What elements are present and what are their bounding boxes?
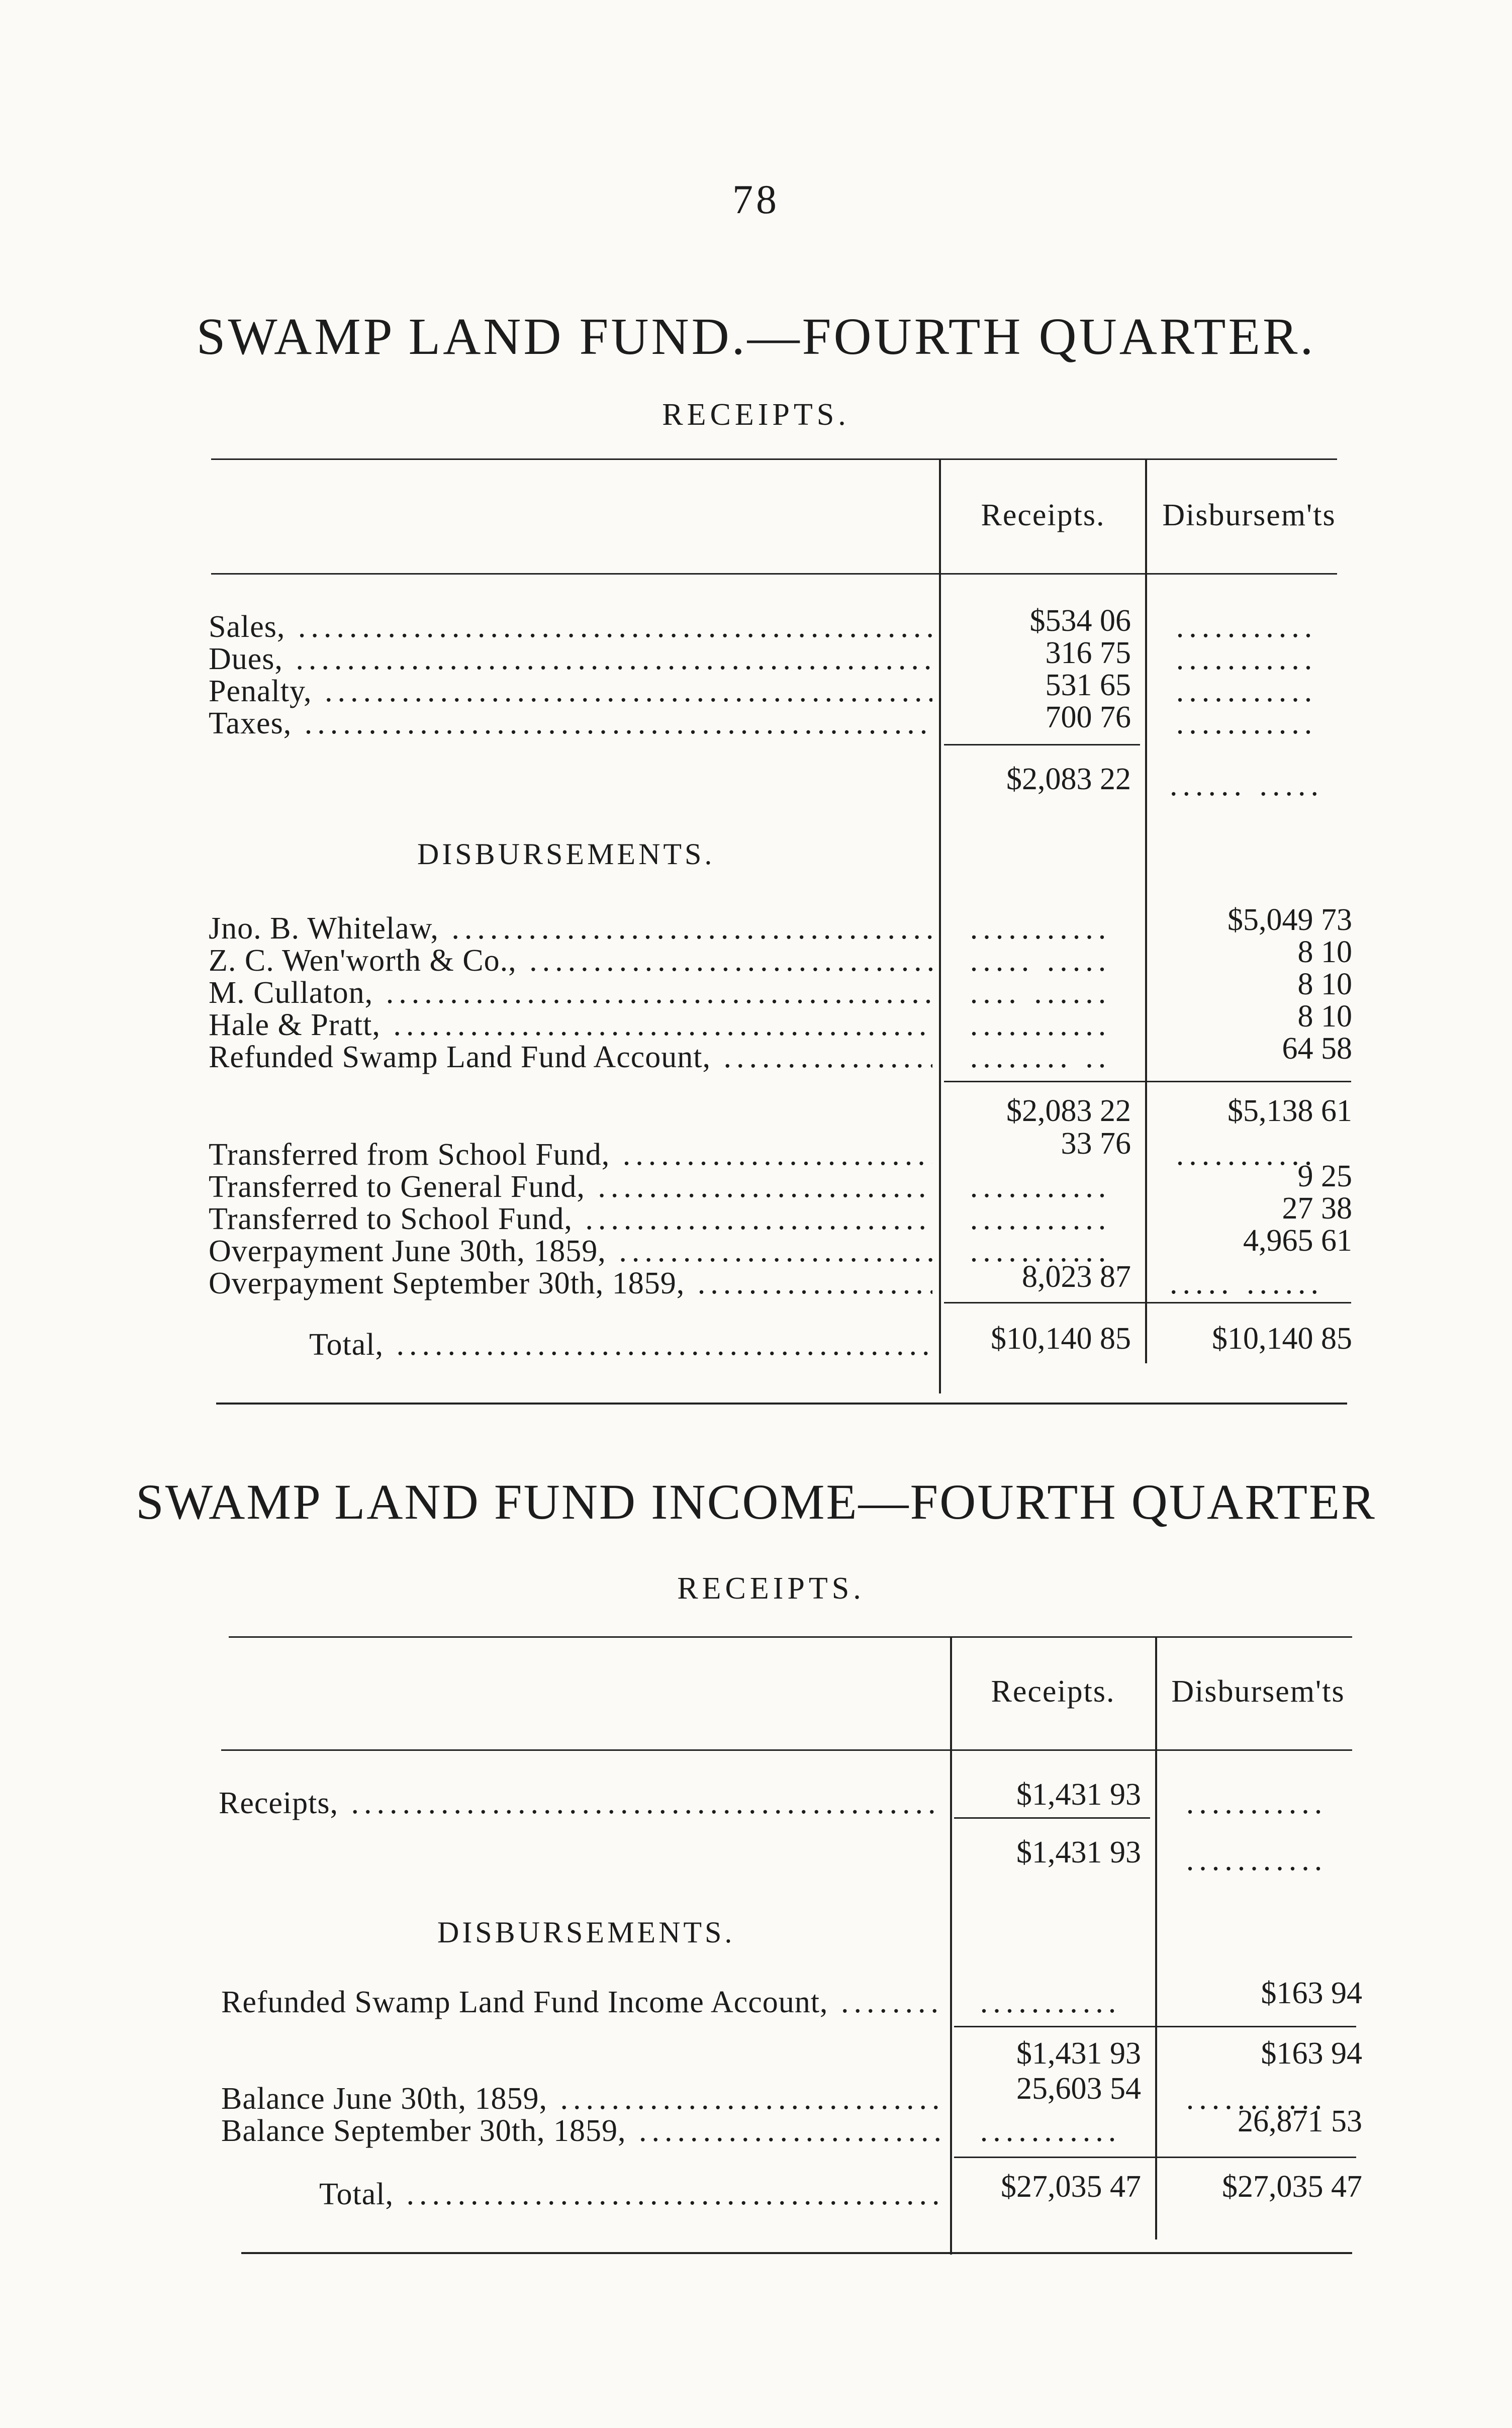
row-label: Transferred to General Fund, ..... — [209, 1169, 932, 1205]
column-header-receipts: Receipts. — [991, 1674, 1115, 1709]
leader-dots: ........... — [1176, 706, 1317, 740]
row-label: Sales, ..... — [209, 609, 932, 645]
receipts-heading-income: RECEIPTS. — [677, 1571, 865, 1606]
row-label: Refunded Swamp Land Fund Account, ..... — [209, 1040, 932, 1075]
row-label: Balance June 30th, 1859, ..... — [221, 2081, 942, 2117]
row-label: Dues, ..... — [209, 641, 932, 677]
column-divider — [1145, 458, 1147, 1363]
disbursement-amount: $5,049 73 — [1227, 903, 1352, 937]
receipt-amount: $534 06 — [1029, 604, 1131, 638]
rule — [241, 2252, 1352, 2254]
leader-dots: ..... ..... — [970, 944, 1111, 978]
total-receipts: $27,035 47 — [1001, 2170, 1141, 2204]
column-divider — [1155, 1636, 1157, 2239]
rule — [954, 1817, 1150, 1819]
receipt-amount: 316 75 — [1045, 636, 1131, 670]
receipt-amount: $1,431 93 — [1016, 1778, 1141, 1812]
section-title-income: SWAMP LAND FUND INCOME—FOURTH QUARTER — [136, 1474, 1376, 1530]
rule — [216, 1403, 1347, 1405]
total-receipts: $10,140 85 — [991, 1322, 1131, 1356]
receipt-amount: 531 65 — [1045, 668, 1131, 702]
rule — [211, 573, 1337, 575]
leader-dots: ........... — [1176, 674, 1317, 708]
leader-dots: ........... — [1176, 610, 1317, 644]
leader-dots: ........... — [1186, 1843, 1328, 1877]
disbursement-amount: 9 25 — [1297, 1159, 1352, 1193]
leader-dots: ........... — [970, 1234, 1111, 1268]
rule — [944, 1081, 1351, 1082]
rule — [944, 1302, 1351, 1303]
leader-dots: ........... — [1176, 1138, 1317, 1172]
row-label: Transferred from School Fund, ..... — [209, 1137, 932, 1173]
disbursement-amount: 26,871 53 — [1238, 2104, 1362, 2138]
disbursement-amount: 8 10 — [1297, 999, 1352, 1034]
section-title-fund: SWAMP LAND FUND.—FOURTH QUARTER. — [196, 308, 1316, 365]
receipt-amount: 33 76 — [1061, 1127, 1131, 1161]
rule — [229, 1636, 1352, 1638]
receipts-heading-fund: RECEIPTS. — [662, 398, 850, 432]
leader-dots: ...... ..... — [1170, 768, 1324, 802]
rule — [944, 744, 1140, 745]
disbursement-amount: 64 58 — [1282, 1032, 1352, 1066]
column-header-disbursements: Disbursem'ts — [1162, 498, 1336, 532]
subtotal-disbursements: $163 94 — [1261, 2036, 1362, 2071]
row-label: Z. C. Wen'worth & Co., ..... — [209, 943, 932, 979]
subtotal-receipts: $1,431 93 — [1016, 2036, 1141, 2071]
leader-dots: .... ...... — [970, 976, 1111, 1010]
column-header-receipts: Receipts. — [981, 498, 1105, 532]
rule — [954, 2026, 1356, 2027]
disbursements-heading-fund: DISBURSEMENTS. — [417, 837, 715, 871]
leader-dots: ........... — [1176, 642, 1317, 676]
column-divider — [939, 458, 941, 1393]
disbursement-amount: 8 10 — [1297, 935, 1352, 969]
row-label: Penalty, ..... — [209, 674, 932, 709]
disbursement-amount: 4,965 61 — [1243, 1224, 1352, 1258]
rule — [954, 2157, 1356, 2158]
leader-dots: ..... ...... — [1170, 1266, 1324, 1300]
column-divider — [950, 1636, 952, 2255]
rule — [211, 458, 1337, 460]
receipts-total: $2,083 22 — [1006, 762, 1131, 796]
disbursement-amount: $163 94 — [1261, 1976, 1362, 2010]
column-header-disbursements: Disbursem'ts — [1171, 1674, 1345, 1709]
leader-dots: ........... — [980, 2114, 1121, 2148]
leader-dots: ........... — [1186, 1786, 1328, 1820]
leader-dots: ........... — [970, 1202, 1111, 1236]
disbursement-amount: 8 10 — [1297, 967, 1352, 1001]
disbursement-amount: 27 38 — [1282, 1191, 1352, 1226]
total-label: Total, ..... — [319, 2177, 942, 2212]
leader-dots: ........... — [970, 1008, 1111, 1042]
page-number: 78 — [732, 176, 780, 222]
row-label: Overpayment June 30th, 1859, ..... — [209, 1234, 932, 1269]
leader-dots: ........ .. — [970, 1040, 1111, 1074]
row-label: Hale & Pratt, ..... — [209, 1007, 932, 1043]
row-label: Taxes, ..... — [209, 706, 932, 741]
total-disbursements: $27,035 47 — [1222, 2170, 1362, 2204]
rule — [221, 1749, 1352, 1751]
disbursements-heading-income: DISBURSEMENTS. — [437, 1916, 735, 1949]
leader-dots: ........... — [970, 911, 1111, 946]
total-label: Total, ..... — [309, 1327, 932, 1363]
row-label: Transferred to School Fund, ..... — [209, 1201, 932, 1237]
receipt-amount: 25,603 54 — [1016, 2072, 1141, 2106]
subtotal-receipts: $2,083 22 — [1006, 1094, 1131, 1128]
leader-dots: ........... — [980, 1985, 1121, 2019]
receipts-total: $1,431 93 — [1016, 1835, 1141, 1870]
row-label: Overpayment September 30th, 1859, ..... — [209, 1266, 932, 1301]
row-label: M. Cullaton, ..... — [209, 975, 932, 1011]
row-label: Balance September 30th, 1859, ..... — [221, 2113, 942, 2149]
row-label: Receipts, ..... — [219, 1786, 942, 1821]
receipt-amount: 8,023 87 — [1022, 1260, 1131, 1294]
leader-dots: ........... — [1186, 2082, 1328, 2116]
subtotal-disbursements: $5,138 61 — [1227, 1094, 1352, 1128]
leader-dots: ........... — [970, 1170, 1111, 1204]
row-label: Jno. B. Whitelaw, ..... — [209, 911, 932, 947]
row-label: Refunded Swamp Land Fund Income Account, ..... — [221, 1985, 942, 2020]
receipt-amount: 700 76 — [1045, 700, 1131, 734]
total-disbursements: $10,140 85 — [1212, 1322, 1352, 1356]
